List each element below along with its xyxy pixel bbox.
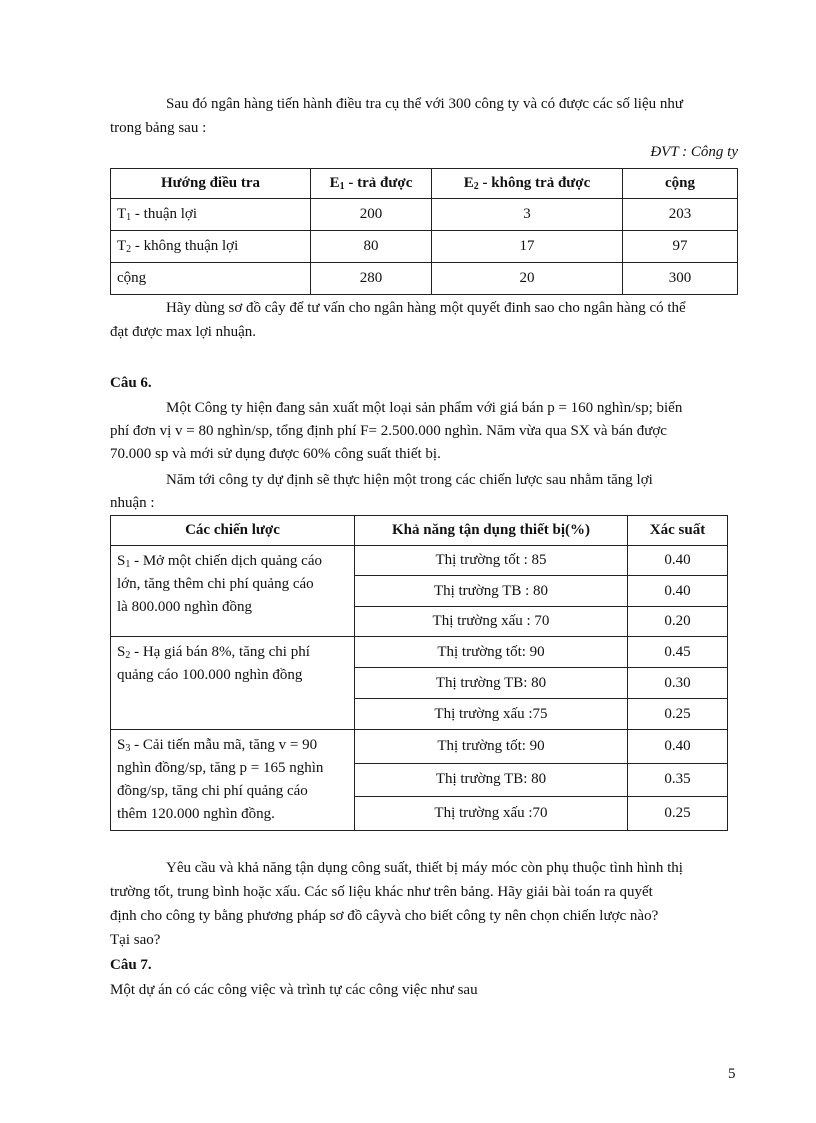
requirement-line-1: Yêu cầu và khả năng tận dụng công suất, thiết bị máy móc còn phụ thuộc tình hình thị: [166, 860, 683, 876]
market-option: Thị trường xấu : 70: [355, 607, 628, 637]
market-option: Thị trường tốt: 90: [355, 730, 628, 764]
page-number: 5: [728, 1066, 736, 1082]
probability: 0.25: [628, 797, 728, 831]
row-e1: 200: [311, 199, 432, 231]
q6-p1-line-3: 70.000 sp và mới sử dụng được 60% công suất thiết bị.: [110, 446, 441, 462]
probability: 0.30: [628, 668, 728, 699]
probability: 0.45: [628, 637, 728, 668]
row-total: 203: [623, 199, 738, 231]
row-total: 300: [623, 263, 738, 295]
q6-p2-line-2: nhuận :: [110, 495, 155, 511]
row-e2: 20: [432, 263, 623, 295]
requirement-line-3: định cho công ty bằng phương pháp sơ đồ câyvà cho biết công ty nên chọn chiến lược nào?: [110, 908, 659, 924]
table1-header-e1: $E_1$ - trả được: [311, 169, 432, 199]
question-7-title: Câu 7.: [110, 957, 152, 973]
q7-line: Một dự án có các công việc và trình tự các công việc như sau: [110, 982, 478, 998]
question-6-title: Câu 6.: [110, 375, 152, 391]
table-row: [111, 263, 738, 295]
advice-line-2: đạt được max lợi nhuận.: [110, 324, 257, 340]
table2-header-probability: Xác suất: [628, 516, 728, 546]
market-option: Thị trường TB: 80: [355, 668, 628, 699]
table-row: [111, 546, 728, 576]
market-option: Thị trường tốt : 85: [355, 546, 628, 576]
table-row: [111, 231, 738, 263]
row-e1: 80: [311, 231, 432, 263]
table2-header-capacity: Khả năng tận dụng thiết bị(%): [355, 516, 628, 546]
survey-table: [110, 168, 738, 295]
probability: 0.40: [628, 576, 728, 607]
advice-line-1: Hãy dùng sơ đồ cây để tư vấn cho ngân hàng một quyết đinh sao cho ngân hàng có thể: [166, 300, 686, 316]
requirement-line-4: Tại sao?: [110, 932, 161, 948]
q6-p1-line-1: Một Công ty hiện đang sản xuất một loại sản phẩm với giá bán p = 160 nghìn/sp; biến: [166, 400, 683, 416]
intro-line-1: Sau đó ngân hàng tiến hành điều tra cụ thể với 300 công ty và có được các số liệu như: [166, 96, 683, 112]
market-option: Thị trường xấu :75: [355, 699, 628, 730]
table2-header-strategy: Các chiến lược: [111, 516, 355, 546]
row-label: $T_1$ - thuận lợi: [111, 199, 311, 231]
probability: 0.40: [628, 546, 728, 576]
row-e2: 3: [432, 199, 623, 231]
table-row: [111, 199, 738, 231]
table1-header-e2: $E_2$ - không trả được: [432, 169, 623, 199]
strategy-table: [110, 515, 728, 831]
strategy-s2: $S_2$ - Hạ giá bán 8%, tăng chi phí quảng cáo 100.000 nghìn đồng: [111, 637, 355, 730]
row-total: 97: [623, 231, 738, 263]
market-option: Thị trường tốt: 90: [355, 637, 628, 668]
intro-line-2: trong bảng sau :: [110, 120, 207, 136]
row-e2: 17: [432, 231, 623, 263]
table-row: [111, 637, 728, 668]
table1-header-total: cộng: [623, 169, 738, 199]
row-e1: 280: [311, 263, 432, 295]
row-label: $T_2$ - không thuận lợi: [111, 231, 311, 263]
q6-p1-line-2: phí đơn vị v = 80 nghìn/sp, tổng định phí F= 2.500.000 nghìn. Năm vừa qua SX và bán được: [110, 423, 667, 439]
market-option: Thị trường xấu :70: [355, 797, 628, 831]
probability: 0.20: [628, 607, 728, 637]
market-option: Thị trường TB: 80: [355, 763, 628, 797]
probability: 0.35: [628, 763, 728, 797]
strategy-s1: $S_1$ - Mở một chiến dịch quảng cáo lớn, tăng thêm chi phí quảng cáo là 800.000 nghìn đồng: [111, 546, 355, 637]
requirement-line-2: trường tốt, trung bình hoặc xấu. Các số liệu khác như trên bảng. Hãy giải bài toán ra quyết: [110, 884, 653, 900]
probability: 0.25: [628, 699, 728, 730]
table-row: [111, 730, 728, 764]
market-option: Thị trường TB : 80: [355, 576, 628, 607]
q6-p2-line-1: Năm tới công ty dự định sẽ thực hiện một trong các chiến lược sau nhằm tăng lợi: [166, 472, 653, 488]
strategy-s3: $S_3$ - Cải tiến mẫu mã, tăng v = 90 nghìn đồng/sp, tăng p = 165 nghìn đồng/sp, tăng chi phí quảng cáo thêm 120.000 nghìn đồng.: [111, 730, 355, 831]
probability: 0.40: [628, 730, 728, 764]
table1-header-direction: Hướng điều tra: [111, 169, 311, 199]
unit-label: ĐVT : Công ty: [650, 144, 738, 160]
row-label: cộng: [111, 263, 311, 295]
